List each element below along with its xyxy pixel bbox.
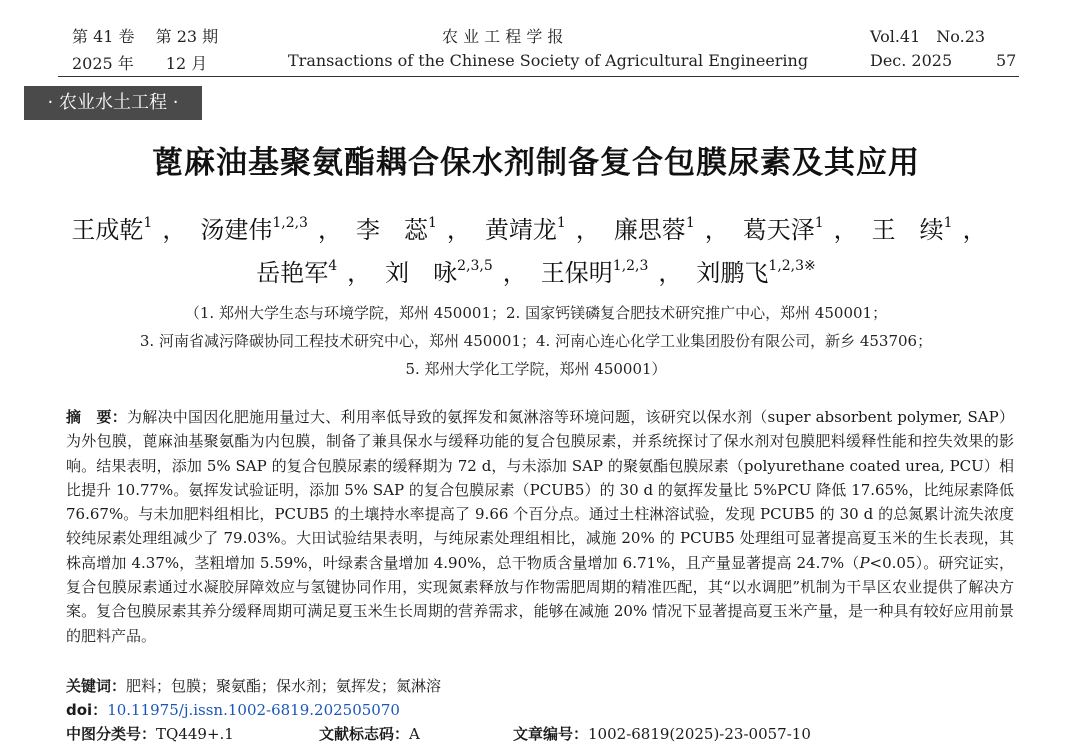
abstract-label: 摘 要： (66, 408, 128, 426)
author-name: 岳艳军 (256, 259, 329, 287)
author-line-2 (0, 253, 1072, 288)
author-affiliation-mark: 1,2,3 (272, 215, 308, 231)
document-code-value: A (409, 725, 420, 743)
author-affiliation-mark: 1 (556, 215, 566, 231)
doi-link[interactable]: 10.11975/j.issn.1002-6819.202505070 (107, 701, 400, 719)
author-separator: ， (704, 216, 729, 244)
author-affiliation-mark: 1 (943, 215, 953, 231)
document-code (319, 723, 420, 744)
author-separator: ， (575, 216, 600, 244)
author-name: 王成乾 (71, 216, 144, 244)
author-name: 王保明 (540, 259, 613, 287)
keywords (66, 675, 441, 696)
p-value-symbol: P (859, 553, 870, 572)
author-name: 李 蕊 (355, 216, 428, 244)
author-separator: ， (658, 259, 683, 287)
author-name: 刘 咏 (385, 259, 458, 287)
author-name: 刘鹏飞 (696, 259, 769, 287)
author-separator: ， (347, 259, 372, 287)
keywords-text: 肥料；包膜；聚氨酯；保水剂；氨挥发；氮淋溶 (126, 677, 442, 695)
author-name: 黄靖龙 (484, 216, 557, 244)
running-header (0, 20, 1072, 80)
affiliation-line-1: （1. 郑州大学生态与环境学院，郑州 450001；2. 国家钙镁磷复合肥技术研究推广中心，郑州 450001； (184, 304, 888, 322)
header-date-cn: 2025 年 12 月 (72, 54, 208, 73)
author-separator: ， (317, 216, 342, 244)
article-number-label: 文章编号： (513, 725, 589, 743)
author-affiliation-mark: 4 (328, 258, 338, 274)
article-number-value: 1002-6819(2025)-23-0057-10 (588, 725, 811, 743)
paper-title: 蓖麻油基聚氨酯耦合保水剂制备复合包膜尿素及其应用 (152, 145, 920, 181)
abstract-text-part-2: <0.05）。研究证实，复合包膜尿素通过水凝胶屏障效应与氢键协同作用，实现氮素释放与作物需肥周期的精准匹配，其“以水调肥”机制为干旱区农业提供了解决方案。复合包膜尿素其养分缓释周期可满足夏玉米生长周期的营养需求，能够在减施 20% 情况下显著提高夏玉米产量，是一种具有较好应用前景的肥料产品。 (66, 553, 1015, 645)
header-date-en: Dec. 2025 (870, 51, 953, 70)
author-affiliation-mark: 1 (143, 215, 153, 231)
article-number (513, 723, 811, 744)
clc-label: 中图分类号： (66, 725, 157, 743)
section-tag: · 农业水土工程 · (24, 86, 202, 120)
author-name: 王 续 (871, 216, 944, 244)
header-volume-issue-cn: 第 41 卷 第 23 期 (72, 27, 219, 46)
clc-number (66, 723, 234, 744)
affiliation-line-2: 3. 河南省减污降碳协同工程技术研究中心，郑州 450001；4. 河南心连心化学工业集团股份有限公司，新乡 453706； (139, 332, 933, 350)
abstract-text-part-1: 为解决中国因化肥施用量过大、利用率低导致的氨挥发和氮淋溶等环境问题，该研究以保水剂（super absorbent polymer, SAP）为外包膜，蓖麻油基聚氨酯为内包膜，制备了兼具保水与缓释功能的复合包膜尿素，并系统探讨了保水剂对包膜肥料缓释性能和控失效果的影响。结果表明，添加 5% SAP 的复合包膜尿素的缓释期为 72 d，与未添加 SAP 的聚氨酯包膜尿素（polyurethane coated urea, PCU）相比提升 10.77%。氨挥发试验证明，添加 5% SAP 的复合包膜尿素（PCUB5）的 30 d 的氨挥发量比 5%PCU 降低 17.65%，比纯尿素降低 76.67%。与未加肥料组相比，PCUB5 的土壤持水率提高了 9.66 个百分点。通过土柱淋溶试验，发现 PCUB5 的 30 d 的总氮累计流失浓度较纯尿素处理组减少了 79.03%。大田试验结果表明，与纯尿素处理组相比，减施 20% 的 PCUB5 处理组可显著提高夏玉米的生长表现，其株高增加 4.37%，茎粗增加 5.59%，叶绿素含量增加 4.90%，总干物质含量增加 6.71%，且产量显著提高 24.7%（ (66, 408, 1014, 572)
header-page-number: 57 (996, 51, 1017, 70)
author-affiliation-mark: 2,3,5 (457, 258, 493, 274)
header-journal-cn: 农 业 工 程 学 报 (442, 27, 564, 46)
header-volume-issue-en: Vol.41 No.23 (870, 27, 986, 46)
keywords-label: 关键词： (66, 677, 127, 695)
author-affiliation-mark: 1 (814, 215, 824, 231)
doi-label: doi： (66, 701, 108, 719)
doi-line (66, 699, 400, 720)
author-name: 汤建伟 (200, 216, 273, 244)
author-separator: ， (962, 216, 987, 244)
author-separator: ， (162, 216, 187, 244)
author-affiliation-mark: 1,2,3 (612, 258, 649, 274)
document-code-label: 文献标志码： (319, 725, 410, 743)
author-separator: ， (502, 259, 527, 287)
author-separator: ， (446, 216, 471, 244)
author-affiliation-mark: 1 (427, 215, 437, 231)
author-name: 葛天泽 (742, 216, 815, 244)
author-name: 廉思蓉 (613, 216, 686, 244)
clc-value: TQ449+.1 (156, 725, 234, 743)
author-affiliation-mark: 1,2,3※ (768, 258, 816, 274)
author-line-1 (0, 210, 1072, 245)
author-separator: ， (833, 216, 858, 244)
header-rule (58, 76, 1019, 77)
abstract (66, 405, 1014, 648)
header-journal-en: Transactions of the Chinese Society of Agricultural Engineering (288, 51, 809, 70)
author-affiliation-mark: 1 (685, 215, 695, 231)
affiliation-line-3: 5. 郑州大学化工学院，郑州 450001） (405, 360, 667, 378)
